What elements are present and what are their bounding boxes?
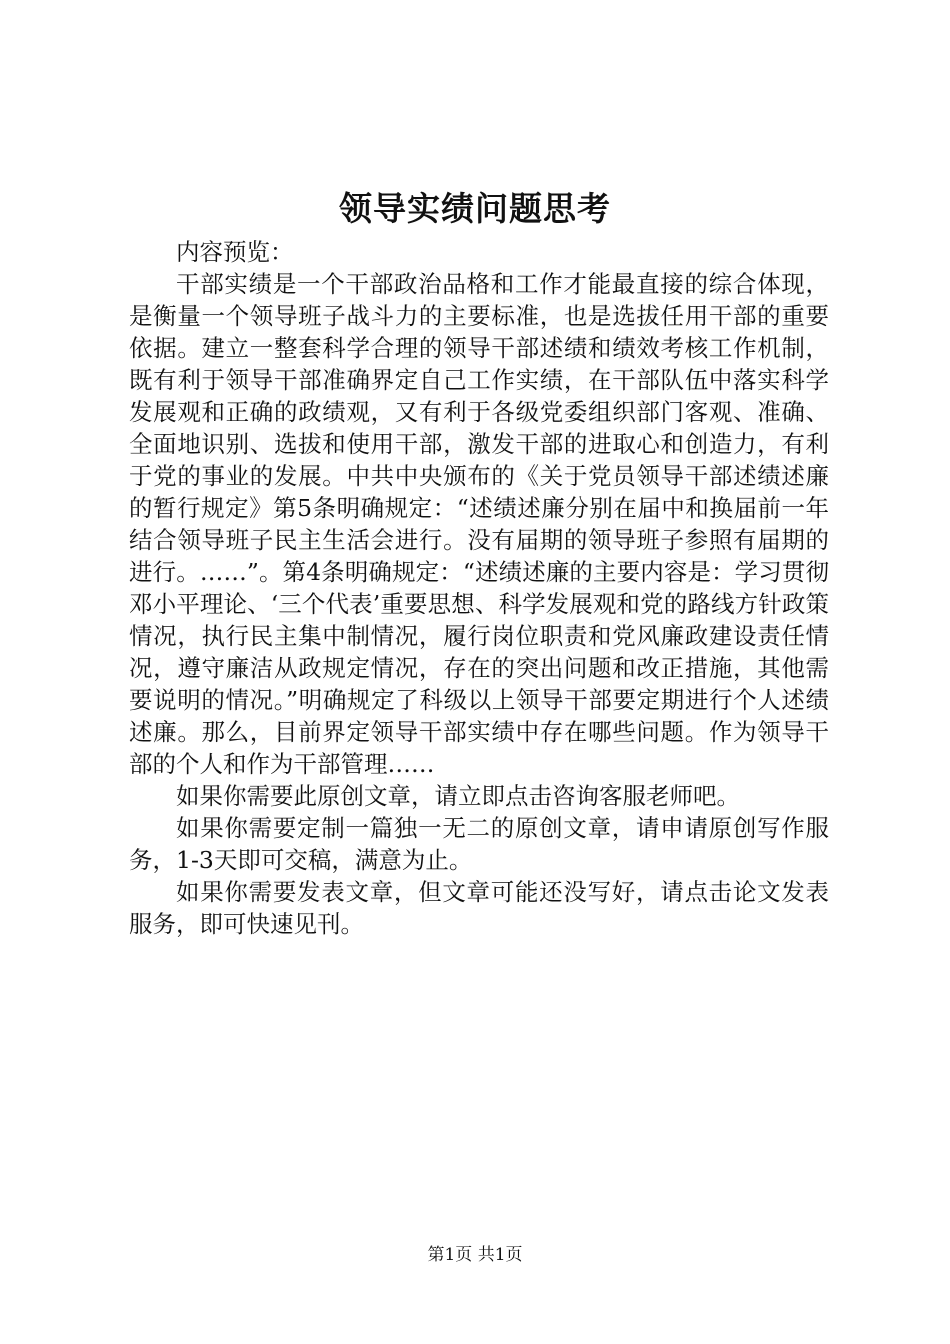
preview-label: 内容预览： bbox=[176, 238, 294, 266]
publishing-paragraph: 如果你需要发表文章，但文章可能还没写好，请点击论文发表服务，即可快速见刊。 bbox=[129, 878, 829, 938]
document-title: 领导实绩问题思考 bbox=[339, 189, 611, 228]
custom-writing-paragraph: 如果你需要定制一篇独一无二的原创文章，请申请原创写作服务，1-3天即可交稿，满意为止。 bbox=[129, 814, 829, 874]
document-body bbox=[129, 236, 829, 940]
consult-paragraph: 如果你需要此原创文章，请立即点击咨询客服老师吧。 bbox=[176, 782, 740, 810]
page-footer: 第1页 共1页 bbox=[427, 1245, 523, 1265]
body-paragraph: 干部实绩是一个干部政治品格和工作才能最直接的综合体现，是衡量一个领导班子战斗力的主要标准，也是选拔任用干部的重要依据。建立一整套科学合理的领导干部述绩和绩效考核工作机制，既有利于领导干部准确界定自己工作实绩，在干部队伍中落实科学发展观和正确的政绩观，又有利于各级党委组织部门客观、准确、全面地识别、选拔和使用干部，激发干部的进取心和创造力，有利于党的事业的发展。中共中央颁布的《关于党员领导干部述绩述廉的暂行规定》第5条明确规定：“述绩述廉分别在届中和换届前一年结合领导班子民主生活会进行。没有届期的领导班子参照有届期的进行。……”。第4条明确规定：“述绩述廉的主要内容是：学习贯彻邓小平理论、‘三个代表’重要思想、科学发展观和党的路线方针政策情况，执行民主集中制情况，履行岗位职责和党风廉政建设责任情况，遵守廉洁从政规定情况，存在的突出问题和改正措施，其他需要说明的情况。”明确规定了科级以上领导干部要定期进行个人述绩述廉。那么，目前界定领导干部实绩中存在哪些问题。作为领导干部的个人和作为干部管理…… bbox=[129, 270, 829, 778]
